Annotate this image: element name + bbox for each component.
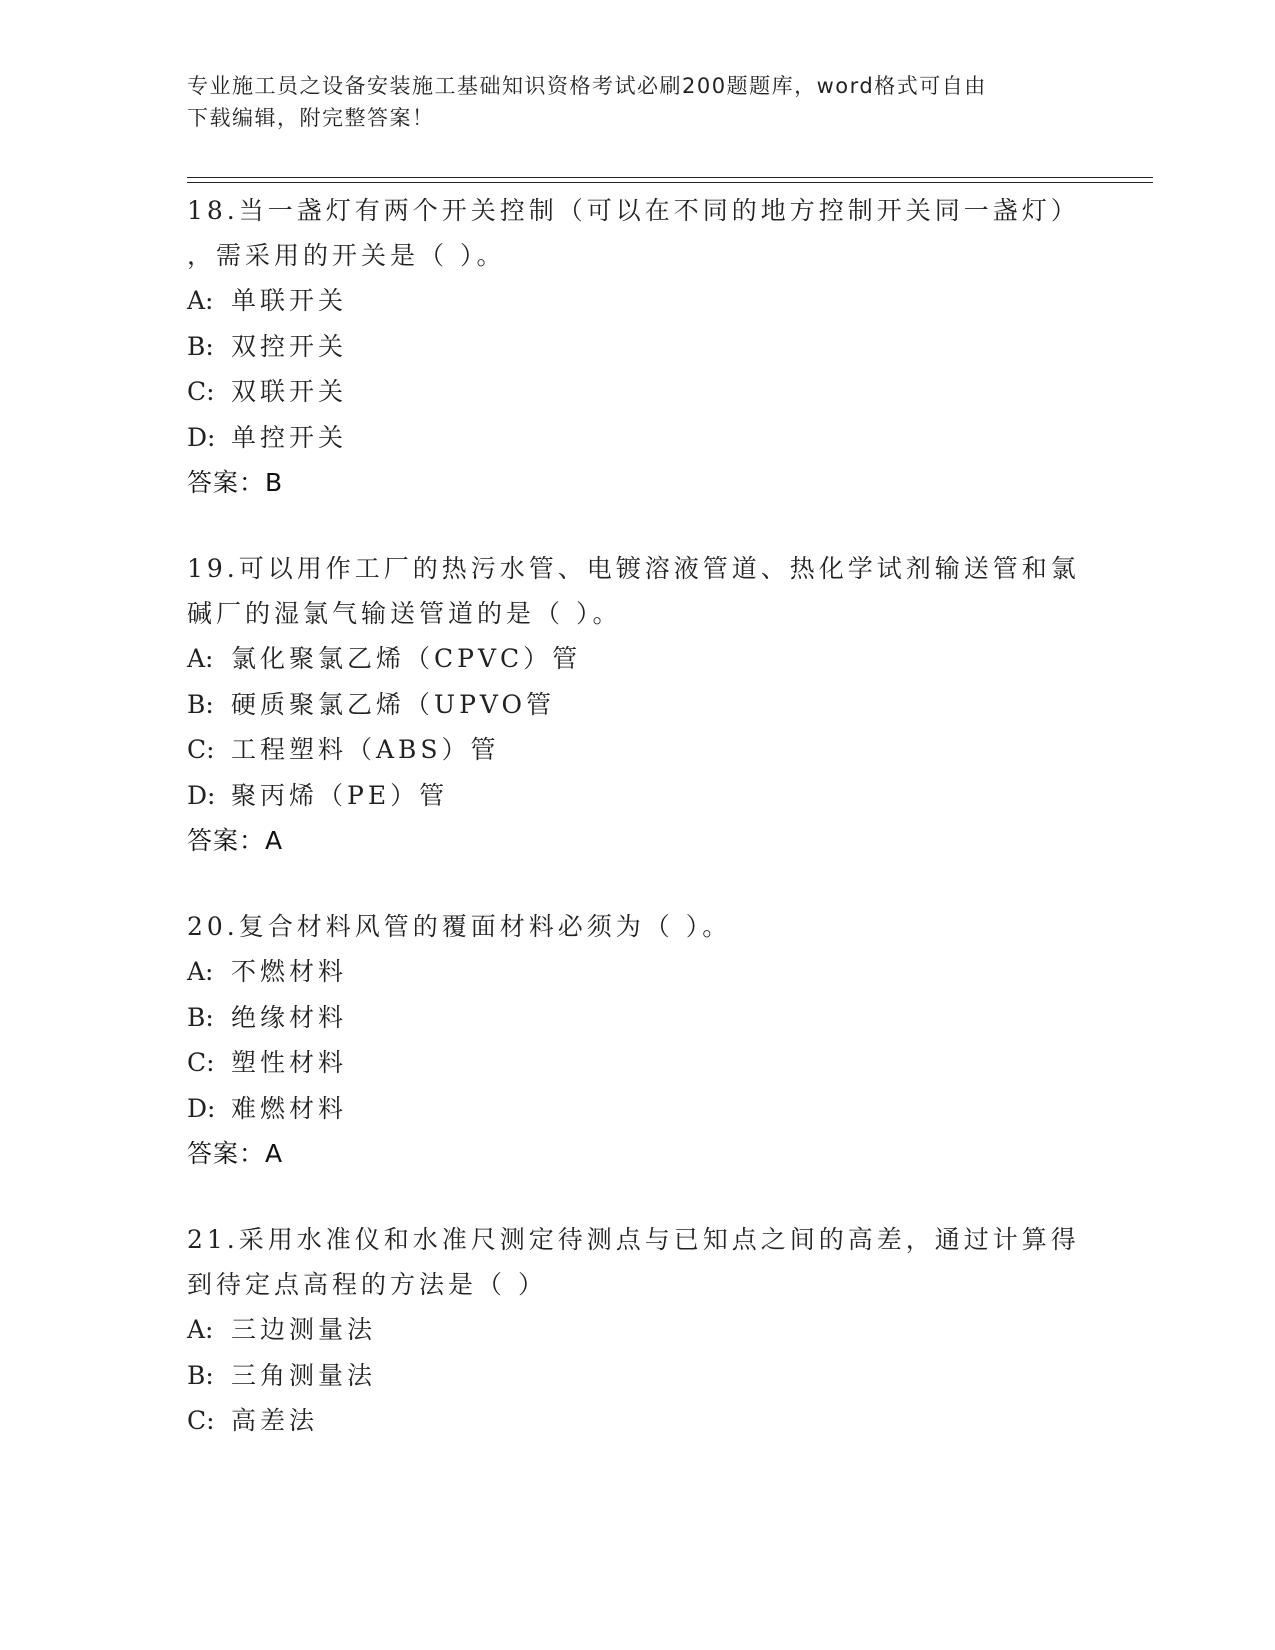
option-text: 单控开关 [231,422,348,452]
option-text: 硬质聚氯乙烯（UPVO管 [231,689,556,719]
question-text-line: 21.采用水准仪和水准尺测定待测点与已知点之间的高差，通过计算得 [187,1225,1080,1254]
option-d [187,415,1087,461]
header-rule-bottom [187,182,1153,183]
option-a [187,636,1087,682]
option-letter: C: [187,735,215,764]
option-d [187,773,1087,819]
question-text [187,546,1087,636]
question-text-line: 碱厂的湿氯气输送管道的是（ ）。 [187,599,622,628]
option-text: 聚丙烯（PE）管 [231,780,449,810]
option-a [187,949,1087,995]
question-list [187,188,1087,1485]
option-letter: C: [187,377,215,406]
option-letter: D: [187,422,216,452]
option-b [187,682,1087,728]
option-letter: B: [187,331,214,361]
option-text: 双联开关 [231,377,348,406]
option-text: 三边测量法 [231,1315,377,1344]
question-text [187,904,1087,949]
option-c [187,727,1087,773]
option-c [187,1398,1087,1444]
option-b [187,995,1087,1041]
option-text: 三角测量法 [231,1360,377,1390]
option-b [187,324,1087,370]
option-letter: A: [187,1315,214,1344]
question-text-line: 到待定点高程的方法是（ ） [187,1270,547,1299]
option-letter: A: [187,286,214,315]
option-c [187,369,1087,415]
option-text: 单联开关 [231,286,348,315]
question-text-line: 18.当一盏灯有两个开关控制（可以在不同的地方控制开关同一盏灯） [187,196,1080,225]
option-letter: D: [187,780,216,810]
document-header [187,70,1067,134]
option-text: 不燃材料 [231,957,348,986]
option-a [187,1307,1087,1353]
option-text: 氯化聚氯乙烯（CPVC）管 [231,644,582,673]
question-text-line: 20.复合材料风管的覆面材料必须为（ ）。 [187,912,732,941]
option-text: 塑性材料 [231,1048,348,1077]
option-letter: A: [187,957,214,986]
question-text [187,1217,1087,1307]
option-c [187,1040,1087,1086]
header-rule-top [187,177,1153,178]
option-letter: B: [187,689,214,719]
question-text-line: ，需采用的开关是（ ）。 [187,241,506,270]
option-letter: B: [187,1002,214,1032]
option-letter: B: [187,1360,214,1390]
option-a [187,278,1087,324]
option-letter: C: [187,1048,215,1077]
question-21 [187,1217,1087,1444]
option-text: 绝缘材料 [231,1002,348,1032]
question-20 [187,904,1087,1176]
answer-line: 答案：B [187,468,284,497]
option-letter: D: [187,1093,216,1123]
option-text: 双控开关 [231,331,348,361]
answer-line: 答案：A [187,1139,284,1168]
header-line-2: 下载编辑，附完整答案！ [187,106,435,130]
option-d [187,1086,1087,1132]
option-text: 高差法 [231,1406,319,1435]
question-19 [187,546,1087,863]
question-text-line: 19.可以用作工厂的热污水管、电镀溶液管道、热化学试剂输送管和氯 [187,554,1080,583]
option-text: 难燃材料 [231,1093,348,1123]
option-letter: C: [187,1406,215,1435]
answer-line: 答案：A [187,826,284,855]
option-b [187,1353,1087,1399]
question-text [187,188,1087,278]
option-letter: A: [187,644,214,673]
option-text: 工程塑料（ABS）管 [231,735,500,764]
header-line-1: 专业施工员之设备安装施工基础知识资格考试必刷200题题库，word格式可自由 [187,74,987,98]
question-18 [187,188,1087,505]
